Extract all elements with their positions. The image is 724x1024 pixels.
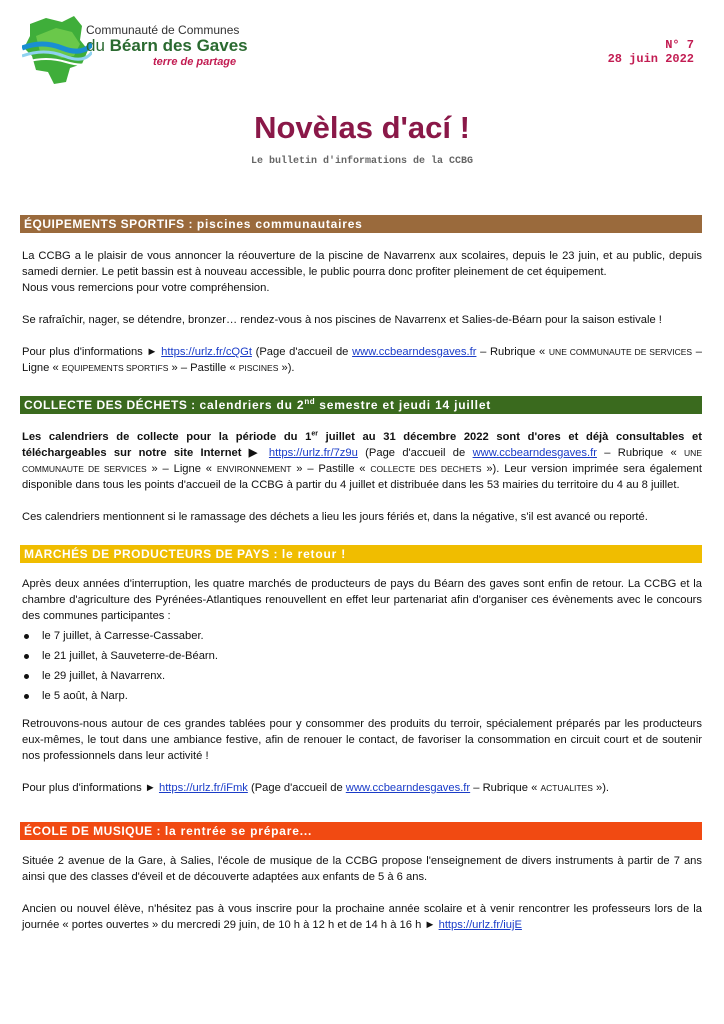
music-paragraph-2: Ancien ou nouvel élève, n'hésitez pas à vous inscrire pour la prochaine année scolaire et à venir rencontrer les professeurs lors de la journée « portes ouvertes » du mercredi 29 juin, de 10 h à 12 h et de 14 h à 16 h ► https://urlz.fr/iujE: [22, 903, 702, 931]
list-item: le 29 juillet, à Navarrenx.: [22, 666, 702, 686]
section-header-markets: MARCHÉS DE PRODUCTEURS DE PAYS : le retour !: [20, 545, 702, 563]
markets-paragraph-3: Pour plus d'informations ► https://urlz.fr/iFmk (Page d'accueil de www.ccbearndesgaves.fr – Rubrique « ACTUALITES »).: [22, 782, 610, 794]
section-header-waste: COLLECTE DES DÉCHETS : calendriers du 2nd semestre et jeudi 14 juillet: [20, 396, 702, 414]
page-title: Novèlas d'ací !: [254, 110, 470, 145]
territory-map-icon: [22, 14, 92, 86]
markets-list: [22, 626, 702, 706]
markets-paragraph-2: Retrouvons-nous autour de ces grandes tablées pour y consommer des produits du terroir, spécialement préparés par les producteurs eux-mêmes, le tout dans une ambiance festive, afin de renouer le contact, de favoriser la consommation en circuit court et de soutenir nos professionnels dans leur activité !: [22, 718, 702, 762]
list-item: le 5 août, à Narp.: [22, 686, 702, 706]
issue-number: N° 7: [665, 38, 694, 52]
section-body-music: [22, 853, 702, 933]
org-tagline: terre de partage: [153, 56, 237, 68]
waste-paragraph-2: Ces calendriers mentionnent si le ramassage des déchets a lieu les jours fériés et, dans la négative, s'il est avancé ou reporté.: [22, 511, 648, 523]
list-item: le 7 juillet, à Carresse-Cassaber.: [22, 626, 702, 646]
sport-paragraph-2: Se rafraîchir, nager, se détendre, bronzer… rendez-vous à nos piscines de Navarrenx et Salies-de-Béarn pour la saison estivale !: [22, 314, 662, 326]
markets-paragraph-1: Après deux années d'interruption, les quatre marchés de producteurs de pays du Béarn des gaves sont enfin de retour. La CCBG et la chambre d'agriculture des Pyrénées-Atlantiques renouvellent en effet leur partenariat afin d'organiser ces évènements avec le concours des communes participantes :: [22, 578, 702, 622]
site-link[interactable]: www.ccbearndesgaves.fr: [352, 346, 477, 358]
music-paragraph-1: Située 2 avenue de la Gare, à Salies, l'école de musique de la CCBG propose l'enseignement de divers instruments à partir de 7 ans ainsi que des classes d'éveil et de découverte adaptées aux enfants de 5 à 6 ans.: [22, 855, 702, 883]
section-header-music: ÉCOLE DE MUSIQUE : la rentrée se prépare...: [20, 822, 702, 840]
section-header-sport: ÉQUIPEMENTS SPORTIFS : piscines communautaires: [20, 215, 702, 233]
section-body-markets: [22, 576, 702, 624]
sport-paragraph-1b: Nous vous remercions pour votre compréhension.: [22, 282, 270, 294]
org-name-line2: du Béarn des Gaves: [86, 36, 248, 55]
site-link[interactable]: www.ccbearndesgaves.fr: [345, 782, 471, 794]
issue-date: 28 juin 2022: [607, 52, 694, 66]
page-subtitle: Le bulletin d'informations de la CCBG: [250, 156, 474, 167]
music-link[interactable]: https://urlz.fr/iujE: [438, 919, 522, 931]
list-item: le 21 juillet, à Sauveterre-de-Béarn.: [22, 646, 702, 666]
waste-paragraph-1: Les calendriers de collecte pour la période du 1er juillet au 31 décembre 2022 sont d'ores et déjà consultables et téléchargeables sur notre site Internet ▶ https://urlz.fr/7z9u (Page d'accueil de www.ccbearndesgaves.fr – Rubrique « UNE COMMUNAUTE DE SERVICES » – Ligne « ENVIRONNEMENT » – Pastille « COLLECTE DES DECHETS »). Leur version imprimée sera également disponible dans tous les points d'accueil de la CCBG à partir du 4 juillet et distribuée dans les 53 mairies du territoire du 4 au 8 juillet.: [22, 430, 703, 491]
section-body-sport: [22, 248, 702, 376]
waste-link[interactable]: https://urlz.fr/7z9u: [268, 447, 358, 459]
sport-paragraph-3: Pour plus d'informations ► https://urlz.fr/cQGt (Page d'accueil de www.ccbearndesgaves.fr – Rubrique « UNE COMMUNAUTE DE SERVICES – Ligne « EQUIPEMENTS SPORTIFS » – Pastille « PISCINES »).: [22, 346, 702, 374]
markets-link[interactable]: https://urlz.fr/iFmk: [158, 782, 248, 794]
site-link[interactable]: www.ccbearndesgaves.fr: [472, 447, 597, 459]
sport-paragraph-1: La CCBG a le plaisir de vous annoncer la réouverture de la piscine de Navarrenx aux scolaires, depuis le 23 juin, et au public, depuis samedi dernier. Le petit bassin est à nouveau accessible, le public pourra donc profiter pleinement de cet équipement.: [22, 250, 702, 278]
section-body-waste: [22, 429, 702, 525]
sport-link[interactable]: https://urlz.fr/cQGt: [161, 346, 252, 358]
org-name-line1: Communauté de Communes: [86, 23, 240, 37]
section-body-markets-2: [22, 716, 702, 796]
